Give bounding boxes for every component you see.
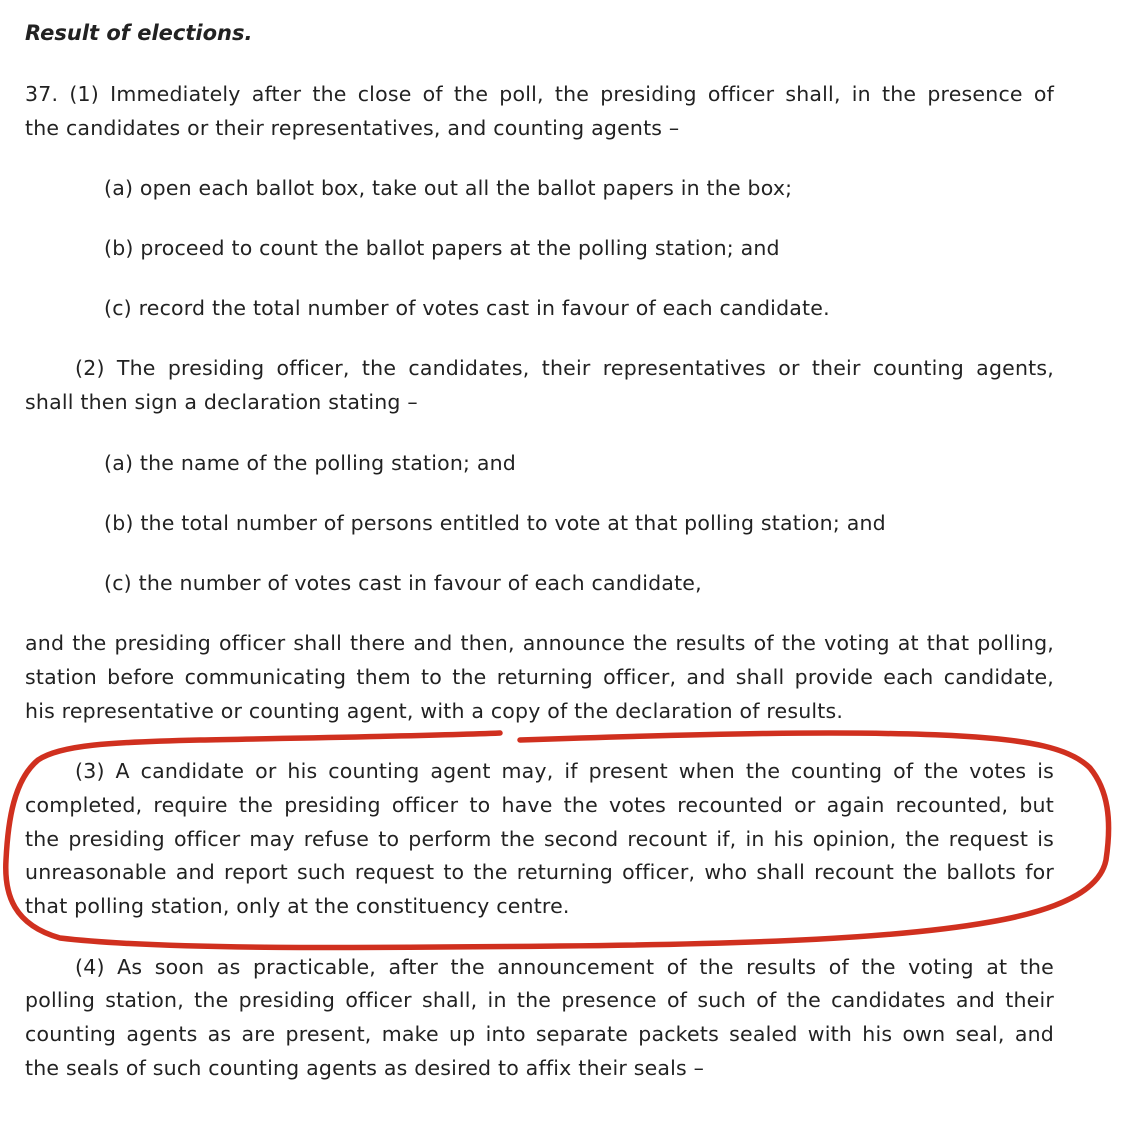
subsection-2-line-1: (2) The presiding officer, the candidates, their representatives or their counting agents, [75, 356, 1054, 380]
subsection-3-line-1: (3) A candidate or his counting agent may, if present when the counting of the votes is [75, 759, 1054, 783]
subsection-4-line-4: the seals of such counting agents as desired to affix their seals – [25, 1056, 705, 1080]
subsection-2-item-a: (a) the name of the polling station; and [104, 451, 517, 475]
subsection-1-item-a: (a) open each ballot box, take out all the ballot papers in the box; [104, 176, 793, 200]
subsection-3-line-5: that polling station, only at the constituency centre. [25, 894, 570, 918]
subsection-4-line-1: (4) As soon as practicable, after the announcement of the results of the voting at the [75, 955, 1054, 979]
subsection-1-item-b: (b) proceed to count the ballot papers at the polling station; and [104, 236, 780, 260]
section-heading: Result of elections. [25, 21, 253, 45]
subsection-2-tail-line-3: his representative or counting agent, with a copy of the declaration of results. [25, 699, 844, 723]
subsection-2-item-b: (b) the total number of persons entitled to vote at that polling station; and [104, 511, 886, 535]
subsection-3-line-4: unreasonable and report such request to the returning officer, who shall recount the ballots for [25, 860, 1054, 884]
subsection-2-item-c: (c) the number of votes cast in favour of each candidate, [104, 571, 702, 595]
subsection-2-line-2: shall then sign a declaration stating – [25, 390, 418, 414]
subsection-1-item-c: (c) record the total number of votes cast in favour of each candidate. [104, 296, 830, 320]
subsection-3-line-2: completed, require the presiding officer to have the votes recounted or again recounted, but [25, 793, 1054, 817]
subsection-2-tail-line-2: station before communicating them to the returning officer, and shall provide each candidate, [25, 665, 1054, 689]
subsection-2-tail-line-1: and the presiding officer shall there and then, announce the results of the voting at that polling, [25, 631, 1054, 655]
subsection-1-line-1: 37. (1) Immediately after the close of the poll, the presiding officer shall, in the presence of [25, 82, 1054, 106]
subsection-4-line-2: polling station, the presiding officer shall, in the presence of such of the candidates and their [25, 988, 1054, 1012]
subsection-4-line-3: counting agents as are present, make up into separate packets sealed with his own seal, and [25, 1022, 1054, 1046]
subsection-1-line-2: the candidates or their representatives, and counting agents – [25, 116, 680, 140]
subsection-3-line-3: the presiding officer may refuse to perform the second recount if, in his opinion, the request is [25, 827, 1054, 851]
